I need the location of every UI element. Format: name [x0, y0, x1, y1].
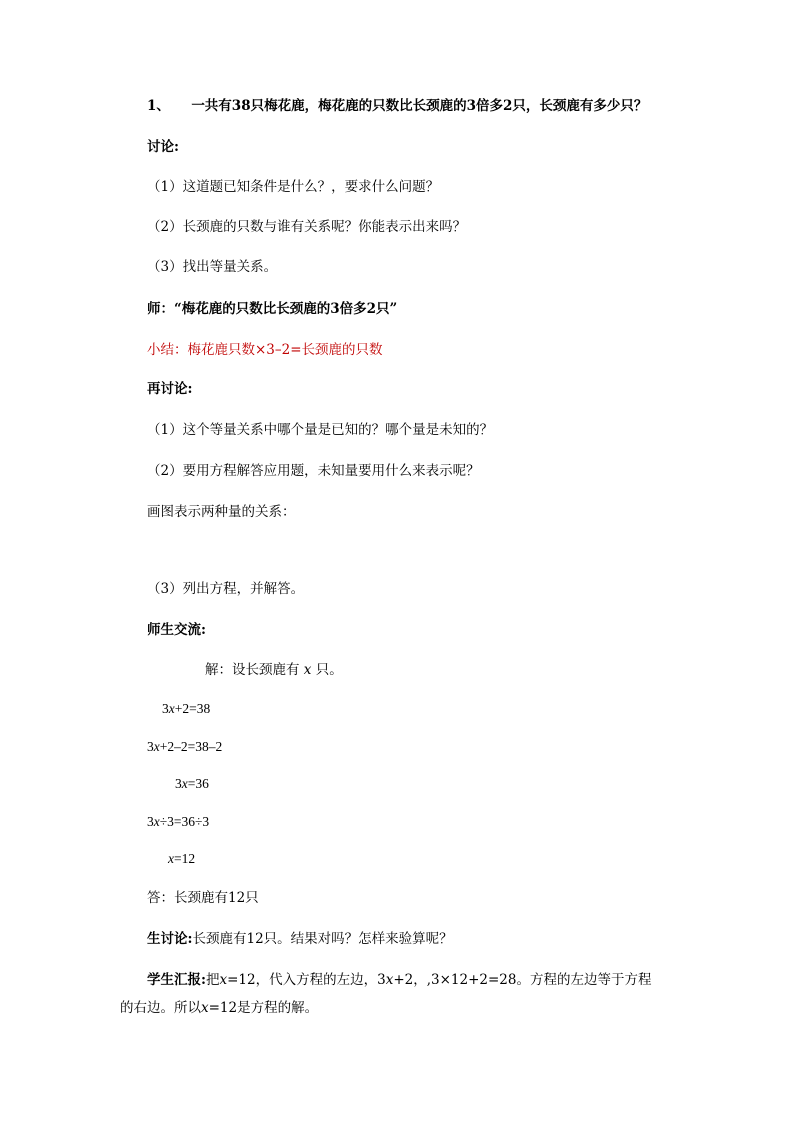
equation-variable: x [181, 776, 188, 791]
equation-step-5 [168, 850, 195, 868]
report-text-d: =12是方程的解。 [208, 1000, 319, 1016]
teacher-statement: 师：“梅花鹿的只数比长颈鹿的3倍多2只” [147, 301, 398, 317]
equation-coefficient: 3 [147, 814, 154, 829]
discussion-item-2: （2）长颈鹿的只数与谁有关系呢？你能表示出来吗？ [147, 219, 467, 235]
discussion-item-3: （3）找出等量关系。 [147, 259, 278, 275]
let-variable: x [303, 662, 312, 678]
question-text: 一共有38只梅花鹿，梅花鹿的只数比长颈鹿的3倍多2只，长颈鹿有多少只？ [191, 98, 648, 114]
equation-variable: x [168, 851, 174, 866]
equation-rest: +2=38 [174, 701, 211, 716]
solution-let [205, 661, 343, 679]
question-number: 1、 [147, 98, 170, 114]
exchange-heading: 师生交流: [147, 622, 206, 638]
equation-variable: x [153, 739, 160, 754]
discussion-heading: 讨论: [147, 139, 179, 155]
answer: 答：长颈鹿有12只 [147, 890, 259, 906]
equation-coefficient: 3 [175, 776, 182, 791]
equation-step-4 [147, 813, 209, 831]
equation-step-1 [162, 700, 210, 718]
discussion-item-1: （1）这道题已知条件是什么？，要求什么问题？ [147, 179, 440, 195]
equation-step-3 [175, 775, 209, 793]
report-text-a: 把 [205, 972, 220, 988]
equation-rest: =36 [187, 776, 209, 791]
equation-step-2 [147, 738, 222, 756]
report-var-c: x [201, 1000, 209, 1016]
equation-rest: +2–2=38–2 [159, 739, 223, 754]
student-discussion [147, 930, 453, 948]
equation-rest: ÷3=36÷3 [159, 814, 210, 829]
let-suffix: 只。 [315, 662, 343, 678]
equation-variable: x [168, 701, 175, 716]
student-report-label: 学生汇报: [147, 972, 206, 988]
equation-coefficient: 3 [147, 739, 154, 754]
rediscussion-item-2: （2）要用方程解答应用题，未知量要用什么来表示呢？ [147, 463, 480, 479]
let-prefix: 解：设长颈鹿有 [205, 662, 300, 678]
equation-coefficient: 3 [162, 701, 169, 716]
equation-rest: =12 [174, 851, 196, 866]
student-discussion-text: 长颈鹿有12只。结果对吗？怎样来验算呢？ [192, 931, 453, 947]
diagram-prompt: 画图表示两种量的关系： [147, 504, 296, 520]
student-report [120, 966, 660, 1022]
question-1 [147, 97, 647, 115]
summary-statement: 小结：梅花鹿只数×3–2=长颈鹿的只数 [147, 342, 383, 358]
report-var-a: x [219, 972, 228, 988]
step-3: （3）列出方程，并解答。 [147, 581, 305, 597]
student-discussion-label: 生讨论: [147, 931, 193, 947]
report-var-b: x [385, 972, 394, 988]
report-text-c: +2，,3×12+2=28。方程的左边等于方程的右边。所以 [120, 972, 652, 1016]
rediscussion-item-1: （1）这个等量关系中哪个量是已知的？哪个量是未知的？ [147, 422, 494, 438]
report-text-b: =12，代入方程的左边，3 [227, 972, 386, 988]
rediscussion-heading: 再讨论: [147, 381, 193, 397]
equation-variable: x [153, 814, 160, 829]
